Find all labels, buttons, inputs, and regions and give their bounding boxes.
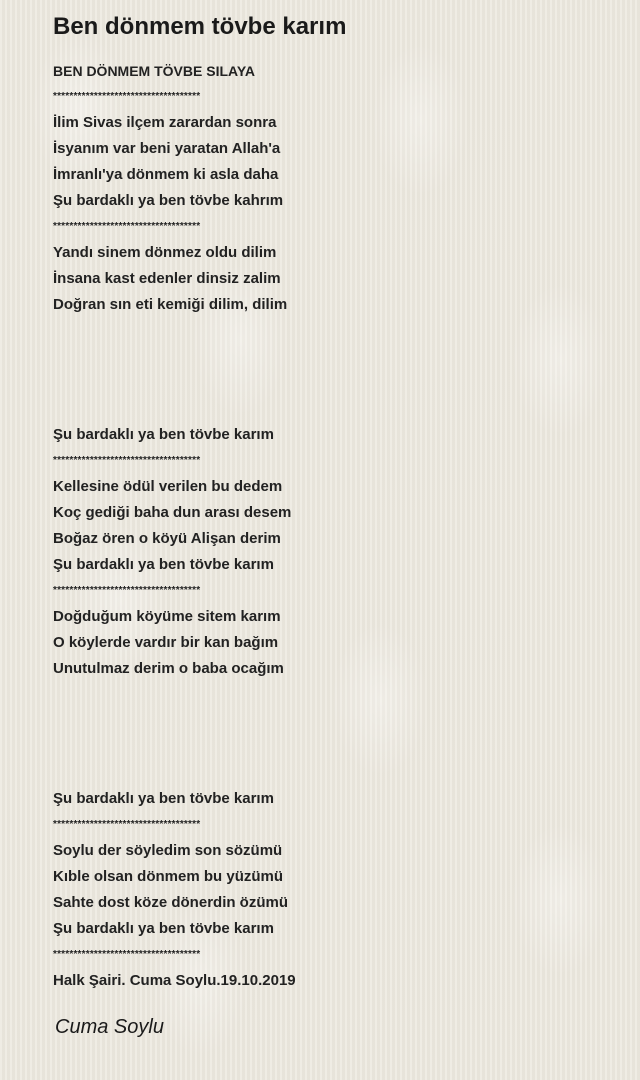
poem-line: Soylu der söyledim son sözümü	[53, 842, 283, 859]
blank-line	[53, 318, 613, 344]
poem-line: Şu bardaklı ya ben tövbe karım	[53, 556, 274, 573]
poem-line: Doğduğum köyüme sitem karım	[53, 608, 281, 625]
separator-line: ************************************	[53, 91, 201, 102]
poem-line: BEN DÖNMEM TÖVBE SILAYA	[53, 63, 255, 79]
blank-line	[53, 734, 613, 760]
poem-line: Şu bardaklı ya ben tövbe kahrım	[53, 192, 284, 209]
poem-line: İsyanım var beni yaratan Allah'a	[53, 140, 281, 157]
separator-line: ************************************	[53, 819, 201, 830]
blank-line	[53, 682, 613, 708]
poem-line: Şu bardaklı ya ben tövbe karım	[53, 426, 274, 443]
poem-line: Yandı sinem dönmez oldu dilim	[53, 244, 277, 261]
poem-line: Unutulmaz derim o baba ocağım	[53, 660, 284, 677]
blank-line	[53, 760, 613, 786]
poem-line: Koç gediği baha dun arası desem	[53, 504, 292, 521]
poem-line: Kıble olsan dönmem bu yüzümü	[53, 868, 284, 885]
poem-line: Halk Şairi. Cuma Soylu.19.10.2019	[53, 972, 296, 989]
poem-line: Şu bardaklı ya ben tövbe karım	[53, 790, 274, 807]
poem-author: Cuma Soylu	[55, 1016, 164, 1038]
poem-line: Doğran sın eti kemiği dilim, dilim	[53, 296, 288, 313]
poem-line: İnsana kast edenler dinsiz zalim	[53, 270, 281, 287]
poem-container	[53, 10, 613, 994]
poem-line: Boğaz ören o köyü Alişan derim	[53, 530, 281, 547]
poem-line: İlim Sivas ilçem zarardan sonra	[53, 114, 277, 131]
poem-title: Ben dönmem tövbe karım	[53, 13, 347, 40]
separator-line: ************************************	[53, 949, 201, 960]
separator-line: ************************************	[53, 585, 201, 596]
poem-line: O köylerde vardır bir kan bağım	[53, 634, 279, 651]
poem-line: Şu bardaklı ya ben tövbe karım	[53, 920, 274, 937]
poem-body	[53, 58, 613, 994]
blank-line	[53, 708, 613, 734]
separator-line: ************************************	[53, 455, 201, 466]
poem-line: Sahte dost köze dönerdin özümü	[53, 894, 289, 911]
blank-line	[53, 370, 613, 396]
poem-line: İmranlı'ya dönmem ki asla daha	[53, 166, 279, 183]
separator-line: ************************************	[53, 221, 201, 232]
blank-line	[53, 396, 613, 422]
poem-line: Kellesine ödül verilen bu dedem	[53, 478, 283, 495]
blank-line	[53, 344, 613, 370]
